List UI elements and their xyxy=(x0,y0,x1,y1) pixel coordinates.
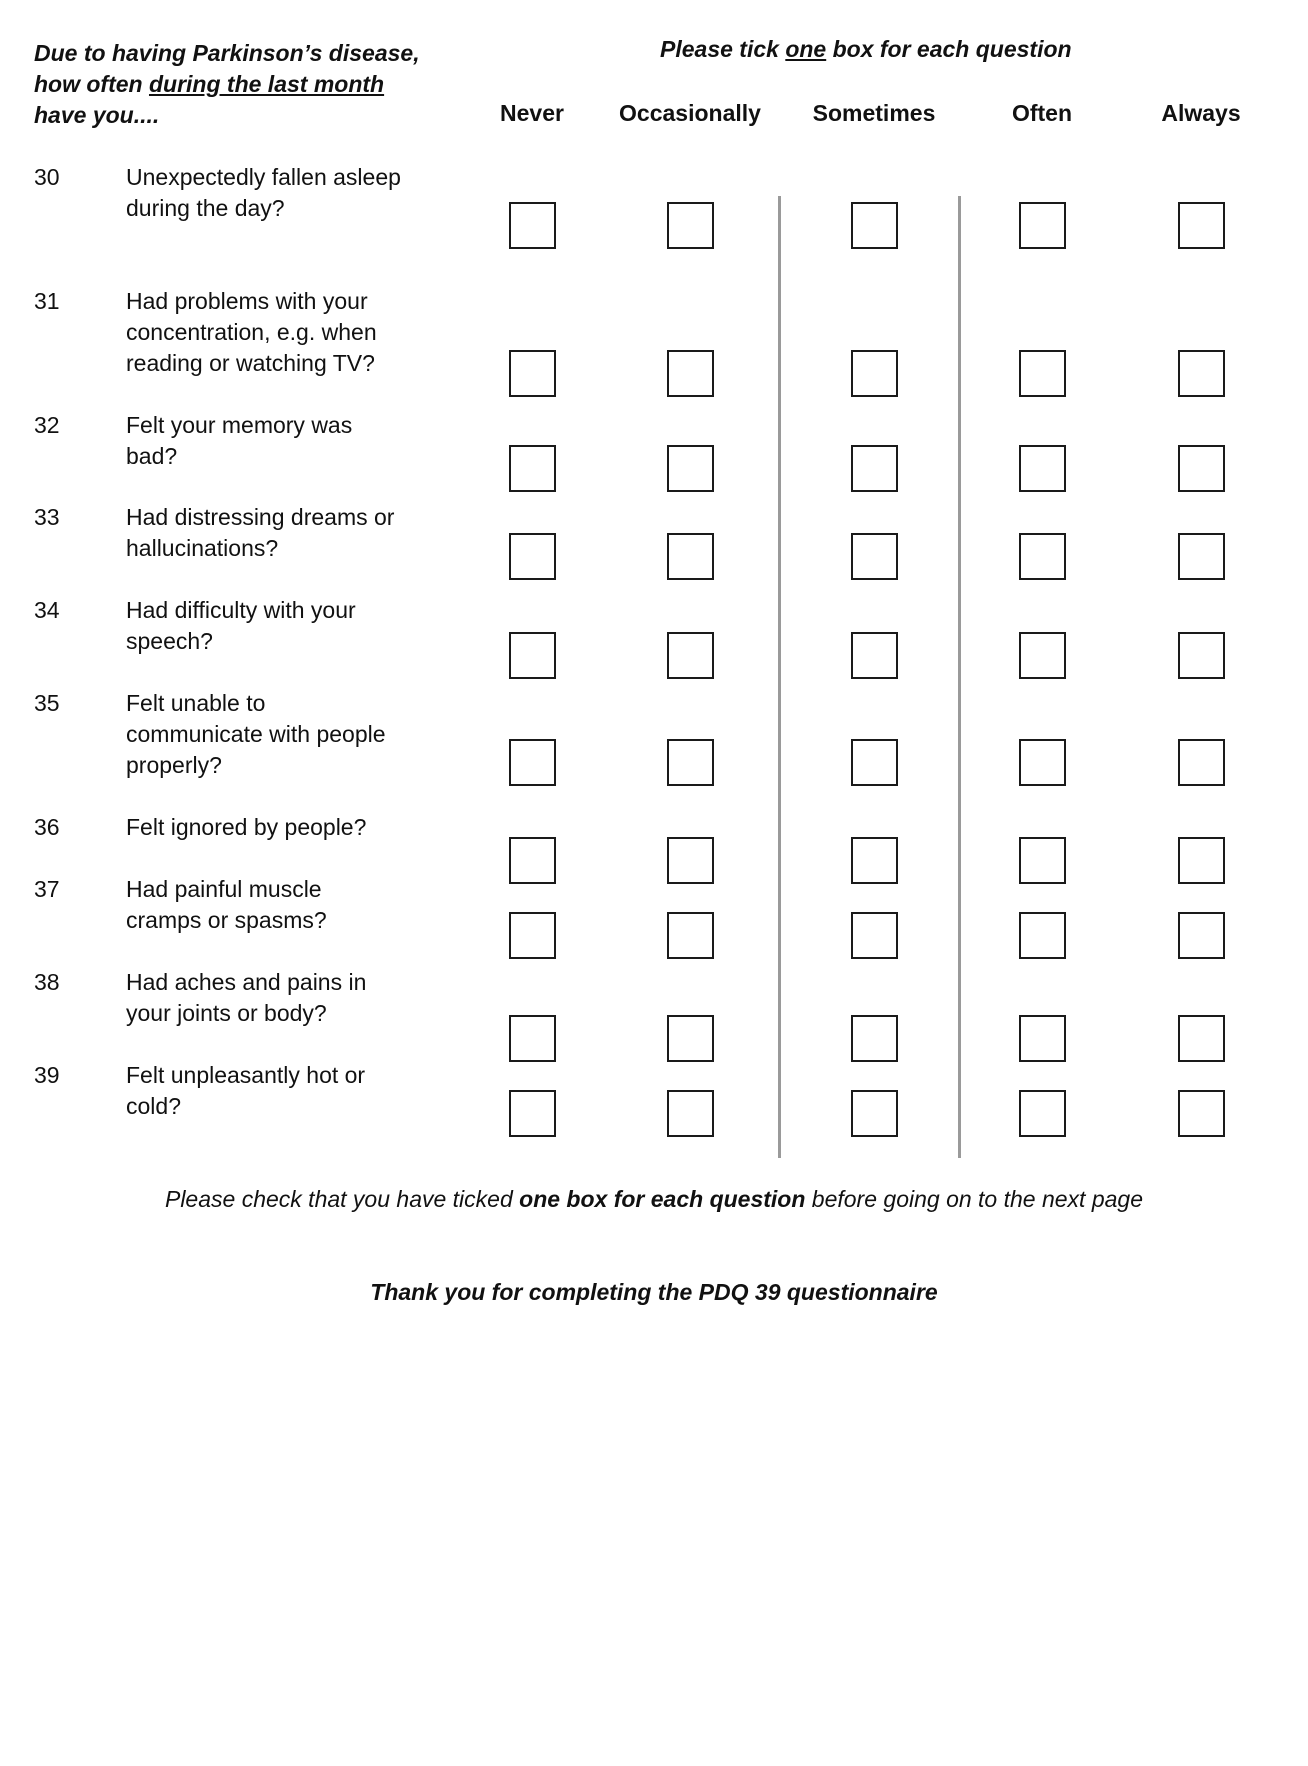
checkbox-q30-never[interactable] xyxy=(509,202,556,249)
question-text-32 xyxy=(126,410,456,472)
tick-instruction xyxy=(660,36,1072,63)
question-text-30 xyxy=(126,162,456,224)
question-text-line: Had painful muscle xyxy=(126,876,322,902)
checkbox-q39-always[interactable] xyxy=(1178,1090,1225,1137)
checkbox-q33-always[interactable] xyxy=(1178,533,1225,580)
question-text-38 xyxy=(126,967,456,1029)
checkbox-q31-never[interactable] xyxy=(509,350,556,397)
intro-question xyxy=(34,38,504,131)
checkbox-q37-always[interactable] xyxy=(1178,912,1225,959)
checkbox-q30-sometimes[interactable] xyxy=(851,202,898,249)
checkbox-q38-often[interactable] xyxy=(1019,1015,1066,1062)
question-text-line: concentration, e.g. when xyxy=(126,319,377,345)
question-text-line: Felt ignored by people? xyxy=(126,814,367,840)
question-text-line: properly? xyxy=(126,752,222,778)
question-text-line: Felt your memory was xyxy=(126,412,353,438)
question-text-line: Had aches and pains in xyxy=(126,969,367,995)
checkbox-q37-never[interactable] xyxy=(509,912,556,959)
question-text-line: cramps or spasms? xyxy=(126,907,327,933)
checkbox-q36-never[interactable] xyxy=(509,837,556,884)
question-text-line: Felt unpleasantly hot or xyxy=(126,1062,366,1088)
checkbox-q38-never[interactable] xyxy=(509,1015,556,1062)
question-text-line: speech? xyxy=(126,628,213,654)
checkbox-q38-occasionally[interactable] xyxy=(667,1015,714,1062)
checkbox-q39-often[interactable] xyxy=(1019,1090,1066,1137)
question-number-37: 37 xyxy=(34,876,60,902)
reminder-prefix: Please check that you have ticked xyxy=(164,1186,520,1212)
checkbox-q39-occasionally[interactable] xyxy=(667,1090,714,1137)
checkbox-q32-occasionally[interactable] xyxy=(667,445,714,492)
question-number-32: 32 xyxy=(34,412,60,438)
reminder-bold: one box for each question xyxy=(519,1186,806,1212)
checkbox-q31-occasionally[interactable] xyxy=(667,350,714,397)
question-number-30: 30 xyxy=(34,164,60,190)
intro-line-2 xyxy=(34,69,504,100)
checkbox-q38-sometimes[interactable] xyxy=(851,1015,898,1062)
thank-you-message: Thank you for completing the PDQ 39 questionnaire xyxy=(370,1279,938,1305)
checkbox-q33-never[interactable] xyxy=(509,533,556,580)
question-text-line: during the day? xyxy=(126,195,285,221)
checkbox-q35-often[interactable] xyxy=(1019,739,1066,786)
question-text-34 xyxy=(126,595,456,657)
checkbox-q33-sometimes[interactable] xyxy=(851,533,898,580)
question-text-line: Had distressing dreams or xyxy=(126,504,395,530)
checkbox-q34-often[interactable] xyxy=(1019,632,1066,679)
question-number-34: 34 xyxy=(34,597,60,623)
checkbox-q35-sometimes[interactable] xyxy=(851,739,898,786)
checkbox-q32-always[interactable] xyxy=(1178,445,1225,492)
checkbox-q32-often[interactable] xyxy=(1019,445,1066,492)
column-header-never: Never xyxy=(500,100,564,126)
question-number-36: 36 xyxy=(34,814,60,840)
checkbox-q36-always[interactable] xyxy=(1178,837,1225,884)
checkbox-q30-occasionally[interactable] xyxy=(667,202,714,249)
checkbox-q36-sometimes[interactable] xyxy=(851,837,898,884)
checkbox-q37-occasionally[interactable] xyxy=(667,912,714,959)
question-text-37 xyxy=(126,874,456,936)
checkbox-q34-never[interactable] xyxy=(509,632,556,679)
question-text-31 xyxy=(126,286,456,379)
question-number-33: 33 xyxy=(34,504,60,530)
checkbox-q39-never[interactable] xyxy=(509,1090,556,1137)
checkbox-q36-often[interactable] xyxy=(1019,837,1066,884)
question-number-38: 38 xyxy=(34,969,60,995)
instruction-suffix: box for each question xyxy=(826,36,1072,62)
checkbox-q31-always[interactable] xyxy=(1178,350,1225,397)
check-reminder xyxy=(0,1186,1308,1213)
question-text-line: Unexpectedly fallen asleep xyxy=(126,164,401,190)
question-text-35 xyxy=(126,688,456,781)
intro-line-2-underlined: during the last month xyxy=(148,71,385,97)
instruction-underlined: one xyxy=(785,36,827,62)
checkbox-q37-often[interactable] xyxy=(1019,912,1066,959)
checkbox-q34-always[interactable] xyxy=(1178,632,1225,679)
checkbox-q35-always[interactable] xyxy=(1178,739,1225,786)
checkbox-q37-sometimes[interactable] xyxy=(851,912,898,959)
question-text-line: your joints or body? xyxy=(126,1000,327,1026)
intro-line-2-prefix: how often xyxy=(34,71,149,97)
checkbox-q32-sometimes[interactable] xyxy=(851,445,898,492)
intro-line-3: have you.... xyxy=(34,102,160,128)
checkbox-q33-occasionally[interactable] xyxy=(667,533,714,580)
question-text-line: Had difficulty with your xyxy=(126,597,356,623)
column-header-occasionally: Occasionally xyxy=(619,100,761,126)
checkbox-q34-sometimes[interactable] xyxy=(851,632,898,679)
column-header-always: Always xyxy=(1161,100,1241,126)
checkbox-q31-sometimes[interactable] xyxy=(851,350,898,397)
question-text-36 xyxy=(126,812,456,843)
column-header-often: Often xyxy=(1011,100,1073,126)
question-text-line: Felt unable to xyxy=(126,690,266,716)
question-text-33 xyxy=(126,502,456,564)
question-text-line: communicate with people xyxy=(126,721,386,747)
instruction-prefix: Please tick xyxy=(660,36,786,62)
checkbox-q35-never[interactable] xyxy=(509,739,556,786)
checkbox-q39-sometimes[interactable] xyxy=(851,1090,898,1137)
question-text-line: cold? xyxy=(126,1093,181,1119)
question-number-39: 39 xyxy=(34,1062,60,1088)
question-text-line: bad? xyxy=(126,443,178,469)
checkbox-q31-often[interactable] xyxy=(1019,350,1066,397)
question-number-35: 35 xyxy=(34,690,60,716)
checkbox-q34-occasionally[interactable] xyxy=(667,632,714,679)
checkbox-q30-always[interactable] xyxy=(1178,202,1225,249)
divider-line-left xyxy=(778,196,781,1158)
checkbox-q36-occasionally[interactable] xyxy=(667,837,714,884)
checkbox-q38-always[interactable] xyxy=(1178,1015,1225,1062)
question-text-line: hallucinations? xyxy=(126,535,279,561)
question-text-line: reading or watching TV? xyxy=(126,350,375,376)
divider-line-right xyxy=(958,196,961,1158)
checkbox-q30-often[interactable] xyxy=(1019,202,1066,249)
reminder-suffix: before going on to the next page xyxy=(805,1186,1144,1212)
question-text-39 xyxy=(126,1060,456,1122)
question-text-line: Had problems with your xyxy=(126,288,368,314)
question-number-31: 31 xyxy=(34,288,60,314)
intro-line-1: Due to having Parkinson’s disease, xyxy=(34,40,420,66)
checkbox-q32-never[interactable] xyxy=(509,445,556,492)
checkbox-q33-often[interactable] xyxy=(1019,533,1066,580)
column-header-sometimes: Sometimes xyxy=(812,100,936,126)
checkbox-q35-occasionally[interactable] xyxy=(667,739,714,786)
